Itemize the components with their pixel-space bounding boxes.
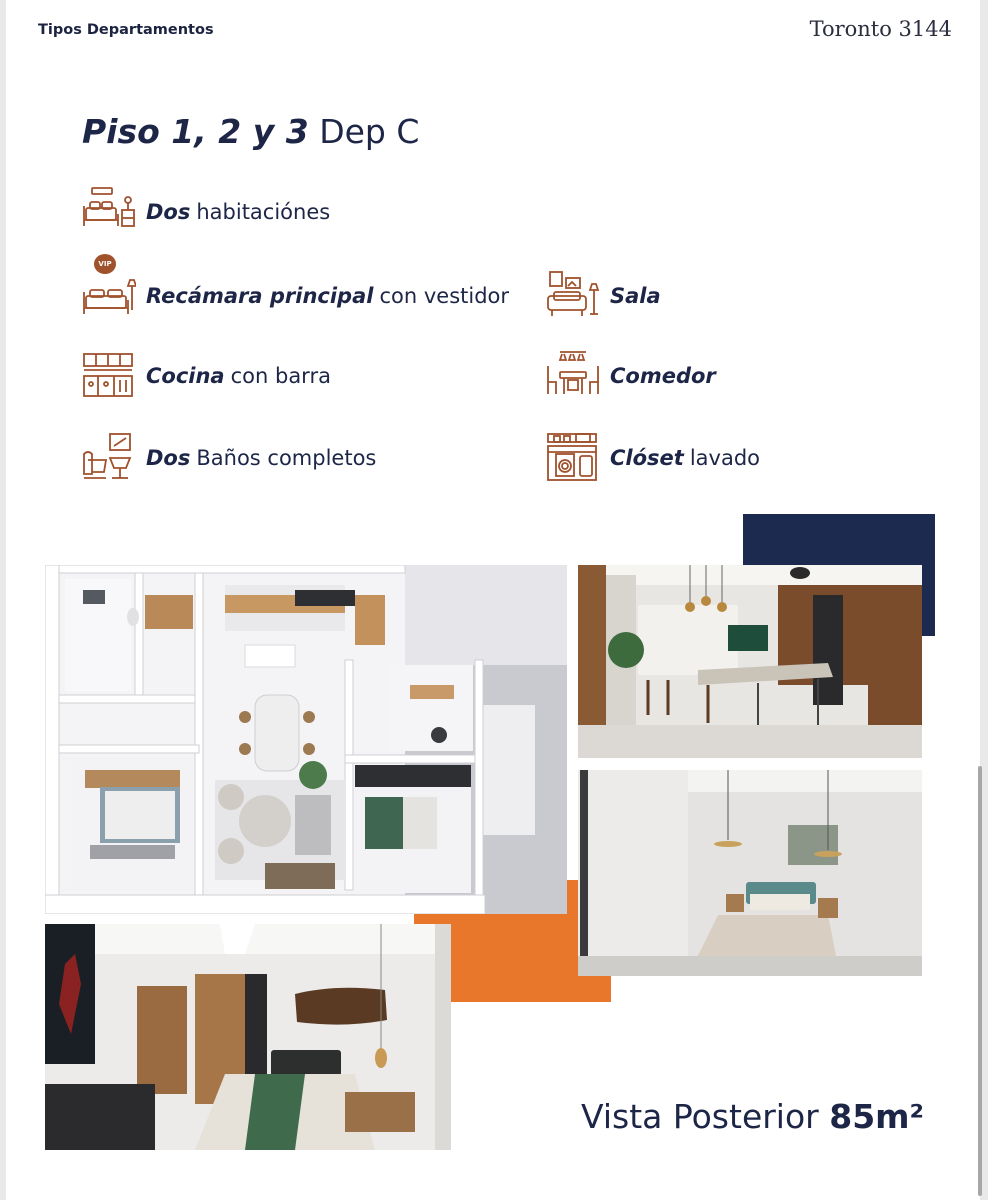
bedroom-photo-right [578, 770, 922, 976]
laundry-closet-icon [546, 432, 600, 484]
caption-area: 85m² [829, 1097, 924, 1136]
vip-bed-icon [82, 270, 136, 322]
scrollbar-thumb[interactable] [978, 766, 982, 1196]
feature-bedrooms [82, 186, 330, 238]
vip-badge: VIP [94, 254, 116, 274]
title-unit: Dep C [319, 112, 420, 151]
feature-text: con vestidor [379, 284, 510, 308]
kitchen-dining-photo [578, 565, 922, 758]
title-floors: Piso 1, 2 y 3 [82, 112, 309, 151]
feature-label: Cocina [146, 364, 225, 388]
feature-text: con barra [230, 364, 331, 388]
bedroom-icon [82, 186, 136, 238]
feature-label: Dos [146, 200, 191, 224]
floor-plan-render [45, 565, 567, 914]
feature-label: Dos [146, 446, 191, 470]
feature-laundry-closet [546, 432, 760, 484]
feature-kitchen [82, 350, 331, 402]
feature-label: Comedor [610, 364, 716, 388]
caption-view: Vista Posterior [581, 1097, 819, 1136]
brochure-page [6, 0, 980, 1200]
feature-bathrooms [82, 432, 376, 484]
view-caption [581, 1097, 924, 1136]
feature-text: habitaciónes [196, 200, 331, 224]
feature-label: Recámara principal [146, 284, 374, 308]
dining-room-icon [546, 350, 600, 402]
kitchen-icon [82, 350, 136, 402]
feature-label: Clóset [610, 446, 684, 470]
feature-master-bedroom [82, 270, 509, 322]
bedroom-photo-left [45, 924, 451, 1150]
section-label: Tipos Departamentos [38, 22, 214, 38]
feature-text: lavado [689, 446, 761, 470]
feature-text: Baños completos [196, 446, 377, 470]
page-title [82, 112, 419, 151]
feature-label: Sala [610, 284, 661, 308]
feature-dining-room [546, 350, 716, 402]
feature-living-room [546, 270, 661, 322]
brand-name: Toronto 3144 [809, 17, 952, 41]
living-room-icon [546, 270, 600, 322]
bathroom-icon [82, 432, 136, 484]
